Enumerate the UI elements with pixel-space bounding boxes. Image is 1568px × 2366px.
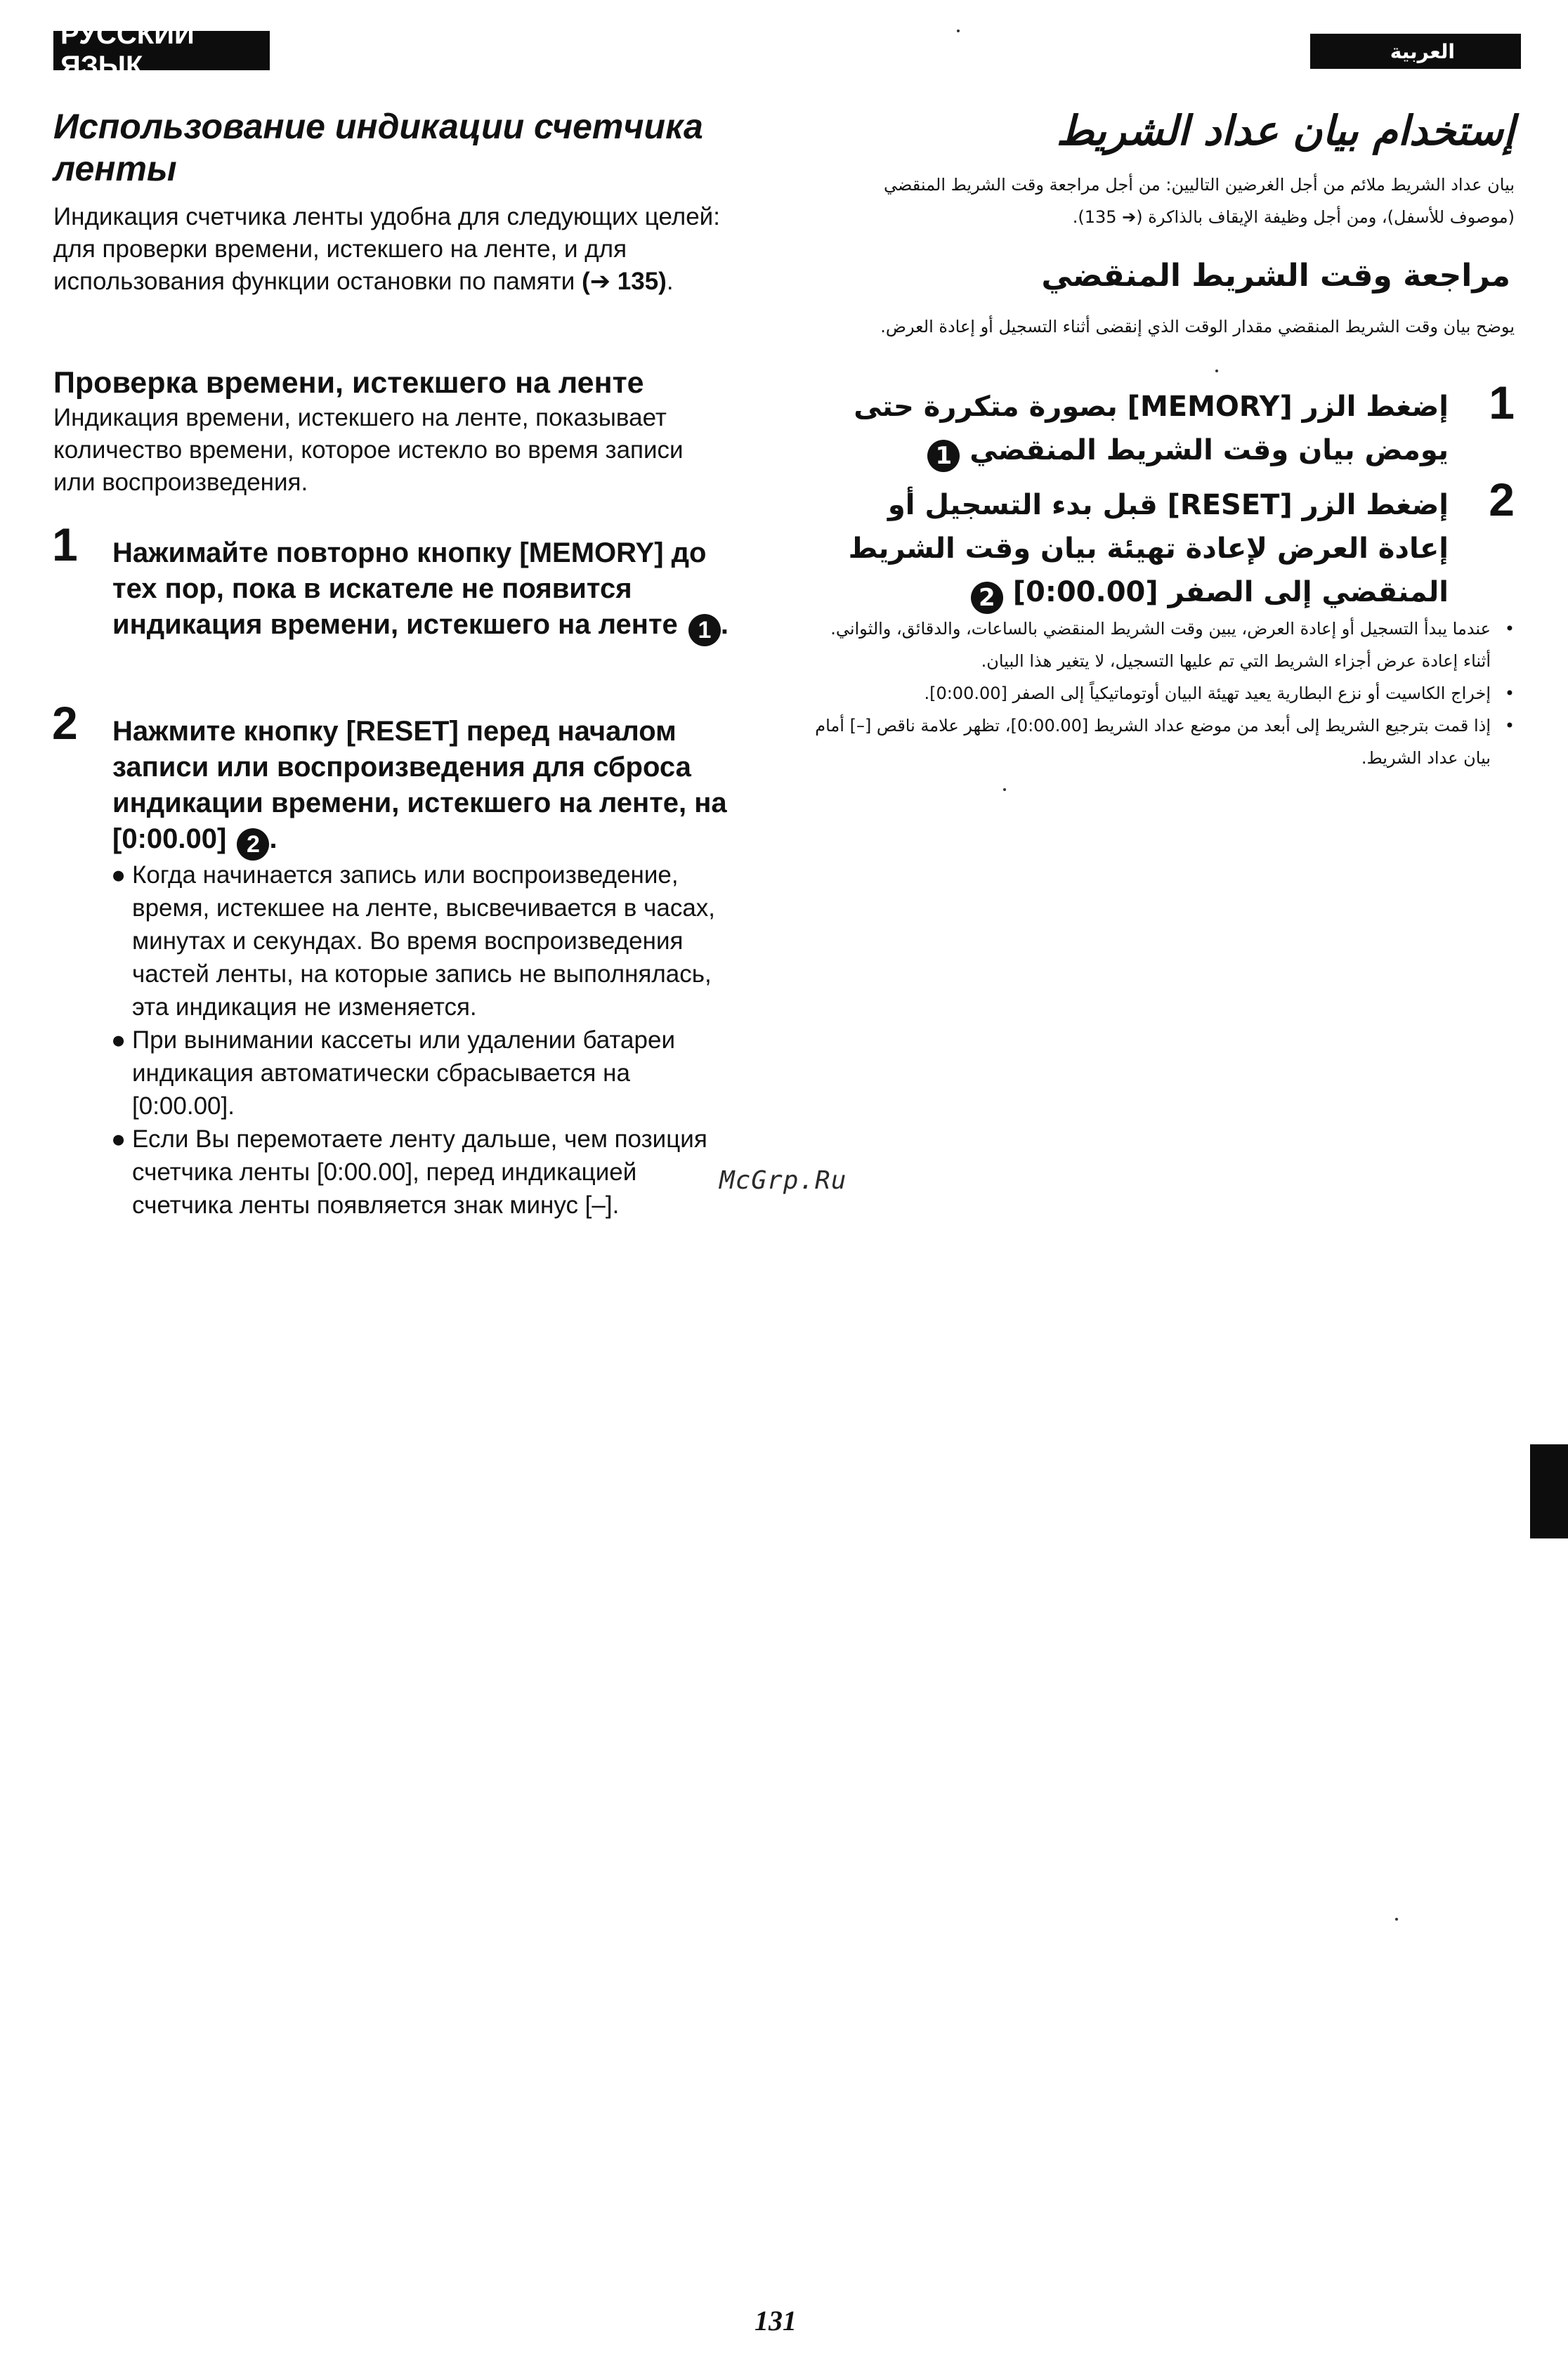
ru-notes-list <box>111 858 722 1222</box>
ru-intro-page-ref: (➔ 135) <box>582 268 667 295</box>
ru-note-text: При вынимании кассеты или удалении батареи индикация автоматически сбрасывается на [0:00.00]. <box>132 1026 676 1120</box>
language-tab-arabic: العربية <box>1310 34 1521 69</box>
ru-note-item <box>111 1024 722 1123</box>
ar-note-item <box>812 677 1515 710</box>
watermark: McGrp.Ru <box>719 1166 847 1195</box>
ar-note-text: إخراج الكاسيت أو نزع البطارية يعيد تهيئة البيان أوتوماتيكياً إلى الصفر [0:00.00]. <box>924 684 1491 703</box>
ar-notes-list <box>812 613 1515 774</box>
ru-step-2-text: Нажмите кнопку [RESET] перед началом записи или воспроизведения для сброса индикации времени, истекшего на ленте, на [0:00.00] <box>112 716 727 854</box>
ar-step-1-instruction <box>816 385 1449 472</box>
ru-step-2-instruction <box>112 714 731 861</box>
bullet-dot-icon: • <box>1504 684 1515 703</box>
ru-section-title: Использование индикации счетчика ленты <box>53 107 703 188</box>
bullet-dot-icon: • <box>1504 619 1515 639</box>
ar-intro-paragraph: بيان عداد الشريط ملائم من أجل الغرضين التاليين: من أجل مراجعة وقت الشريط المنقضي (موصوف للأسفل)، ومن أجل وظيفة الإيقاف بالذاكرة (➔ 135). <box>883 175 1515 227</box>
scan-speck <box>1003 788 1006 791</box>
ru-subsection-text: Индикация времени, истекшего на ленте, показывает количество времени, которое истекло во время записи или воспроизведения. <box>53 404 684 496</box>
ar-step-1-text: إضغط الزر [MEMORY] بصورة متكررة حتى يومض بيان وقت الشريط المنقضي <box>854 391 1449 466</box>
ar-subsection-text: يوضح بيان وقت الشريط المنقضي مقدار الوقت الذي إنقضى أثناء التسجيل أو إعادة العرض. <box>880 317 1515 336</box>
ar-step-2-number: 2 <box>1489 473 1515 525</box>
ar-note-item <box>812 710 1515 774</box>
scan-speck <box>1215 370 1218 372</box>
ru-step-1-instruction <box>112 535 731 646</box>
bullet-dot-icon: ● <box>111 1125 126 1153</box>
ar-note-text: عندما يبدأ التسجيل أو إعادة العرض، يبين وقت الشريط المنقضي بالساعات، والدقائق، والثواني. أثناء إعادة عرض أجزاء الشريط التي تم عليها التسجيل، لا يتغير هذا البيان. <box>830 619 1491 671</box>
ru-step-2-marker: 2 <box>237 828 269 861</box>
ar-step-1-marker: 1 <box>927 440 960 472</box>
ru-intro-end: . <box>666 268 674 295</box>
ar-note-text: إذا قمت بترجيع الشريط إلى أبعد من موضع عداد الشريط [0:00.00]، تظهر علامة ناقص [–] أمام بيان عداد الشريط. <box>815 716 1491 768</box>
language-tab-russian: РУССКИЙ ЯЗЫК <box>53 31 270 70</box>
ru-note-item <box>111 858 722 1024</box>
ru-step-1-end: . <box>720 609 729 640</box>
page-number: 131 <box>754 2305 797 2336</box>
ru-step-1-marker: 1 <box>688 614 721 646</box>
scan-speck <box>957 30 960 32</box>
bullet-dot-icon: ● <box>111 1026 126 1054</box>
ru-subsection-heading: Проверка времени, истекшего на ленте <box>53 366 644 400</box>
ar-step-2-text: إضغط الزر [RESET] قبل بدء التسجيل أو إعادة العرض لإعادة تهيئة بيان وقت الشريط المنقضي إلى الصفر [0:00.00] <box>848 489 1449 608</box>
ru-note-item <box>111 1123 722 1222</box>
ru-intro-text: Индикация счетчика ленты удобна для следующих целей: для проверки времени, истекшего на ленте, и для использования функции остановки по памяти <box>53 203 720 295</box>
ru-step-1-number: 1 <box>52 518 78 570</box>
ar-section-title: إستخدام بيان عداد الشريط <box>1056 107 1515 155</box>
ru-step-1-text: Нажимайте повторно кнопку [MEMORY] до тех пор, пока в искателе не появится индикация времени, истекшего на ленте <box>112 537 707 640</box>
ru-note-text: Если Вы перемотаете ленту дальше, чем позиция счетчика ленты [0:00.00], перед индикацией счетчика ленты появляется знак минус [–]. <box>132 1125 707 1219</box>
ru-step-2-end: . <box>269 823 277 854</box>
ru-intro-paragraph <box>53 201 721 298</box>
ar-step-2-instruction <box>816 483 1449 614</box>
side-thumb-tab <box>1530 1444 1568 1538</box>
ar-step-2-marker: 2 <box>971 582 1003 614</box>
scan-speck <box>1395 1918 1398 1921</box>
ru-note-text: Когда начинается запись или воспроизведение, время, истекшее на ленте, высвечивается в часах, минутах и секундах. Во время воспроизведения частей ленты, на которые запись не выполнялась, эта индикация не изменяется. <box>132 861 716 1021</box>
bullet-dot-icon: ● <box>111 861 126 889</box>
bullet-dot-icon: • <box>1504 716 1515 736</box>
ru-step-2-number: 2 <box>52 697 78 749</box>
ar-step-1-number: 1 <box>1489 377 1515 429</box>
ar-subsection-heading: مراجعة وقت الشريط المنقضي <box>1041 258 1510 294</box>
ar-note-item <box>812 613 1515 677</box>
